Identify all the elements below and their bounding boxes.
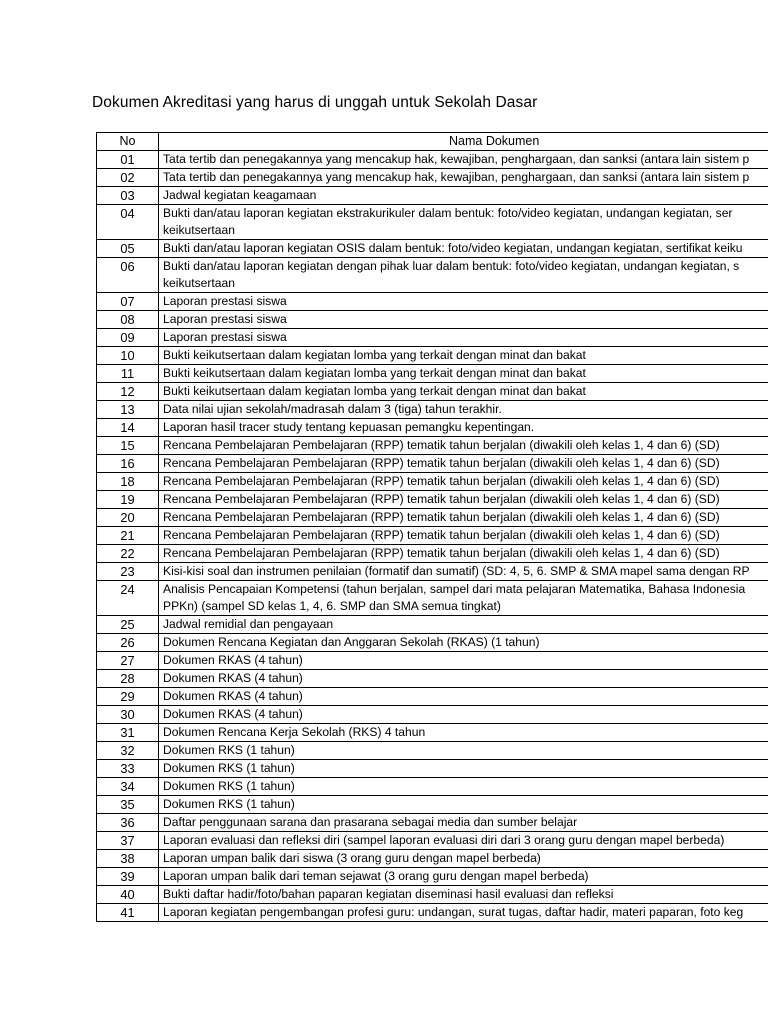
row-number: 02 <box>97 169 159 187</box>
table-row <box>97 581 768 616</box>
document-title: Dokumen Akreditasi yang harus di unggah untuk Sekolah Dasar <box>92 94 538 111</box>
table-header-row <box>97 133 768 151</box>
row-number: 28 <box>97 670 159 688</box>
document-name: Rencana Pembelajaran Pembelajaran (RPP) tematik tahun berjalan (diwakili oleh kelas 1, 4 dan 6) (SD) <box>159 545 768 563</box>
row-number: 15 <box>97 437 159 455</box>
document-name: Dokumen Rencana Kerja Sekolah (RKS) 4 tahun <box>159 724 768 742</box>
document-name: Laporan evaluasi dan refleksi diri (sampel laporan evaluasi diri dari 3 orang guru dengan mapel berbeda) <box>159 832 768 850</box>
table-row <box>97 473 768 491</box>
table-row <box>97 311 768 329</box>
table-row <box>97 545 768 563</box>
table-row <box>97 670 768 688</box>
row-number: 22 <box>97 545 159 563</box>
row-number: 18 <box>97 473 159 491</box>
document-name: Rencana Pembelajaran Pembelajaran (RPP) tematik tahun berjalan (diwakili oleh kelas 1, 4 dan 6) (SD) <box>159 455 768 473</box>
row-number: 13 <box>97 401 159 419</box>
document-name: Jadwal remidial dan pengayaan <box>159 616 768 634</box>
row-number: 38 <box>97 850 159 868</box>
row-number: 11 <box>97 365 159 383</box>
row-number: 09 <box>97 329 159 347</box>
document-name: Bukti keikutsertaan dalam kegiatan lomba yang terkait dengan minat dan bakat <box>159 347 768 365</box>
document-name: Rencana Pembelajaran Pembelajaran (RPP) tematik tahun berjalan (diwakili oleh kelas 1, 4 dan 6) (SD) <box>159 509 768 527</box>
table-row <box>97 455 768 473</box>
document-name: Bukti dan/atau laporan kegiatan dengan pihak luar dalam bentuk: foto/video kegiatan, undangan kegiatan, s keikutsertaan <box>159 258 768 293</box>
table-row <box>97 509 768 527</box>
document-name: Dokumen RKS (1 tahun) <box>159 760 768 778</box>
table-row <box>97 850 768 868</box>
row-number: 05 <box>97 240 159 258</box>
table-row <box>97 688 768 706</box>
header-no: No <box>97 133 159 151</box>
document-name: Dokumen RKAS (4 tahun) <box>159 688 768 706</box>
table-row <box>97 832 768 850</box>
document-name: Bukti keikutsertaan dalam kegiatan lomba yang terkait dengan minat dan bakat <box>159 365 768 383</box>
document-name: Data nilai ujian sekolah/madrasah dalam 3 (tiga) tahun terakhir. <box>159 401 768 419</box>
table-row <box>97 616 768 634</box>
table-row <box>97 491 768 509</box>
row-number: 39 <box>97 868 159 886</box>
table-row <box>97 796 768 814</box>
table-row <box>97 904 768 922</box>
table-row <box>97 347 768 365</box>
row-number: 21 <box>97 527 159 545</box>
row-number: 25 <box>97 616 159 634</box>
document-name: Bukti daftar hadir/foto/bahan paparan kegiatan diseminasi hasil evaluasi dan refleksi <box>159 886 768 904</box>
document-name: Laporan prestasi siswa <box>159 311 768 329</box>
row-number: 04 <box>97 205 159 240</box>
document-table <box>96 132 768 922</box>
document-name: Rencana Pembelajaran Pembelajaran (RPP) tematik tahun berjalan (diwakili oleh kelas 1, 4 dan 6) (SD) <box>159 491 768 509</box>
table-row <box>97 169 768 187</box>
table-row <box>97 401 768 419</box>
document-name: Rencana Pembelajaran Pembelajaran (RPP) tematik tahun berjalan (diwakili oleh kelas 1, 4 dan 6) (SD) <box>159 473 768 491</box>
table-row <box>97 205 768 240</box>
row-number: 36 <box>97 814 159 832</box>
row-number: 34 <box>97 778 159 796</box>
table-row <box>97 151 768 169</box>
row-number: 08 <box>97 311 159 329</box>
row-number: 24 <box>97 581 159 616</box>
document-name: Dokumen RKS (1 tahun) <box>159 796 768 814</box>
document-name: Bukti dan/atau laporan kegiatan OSIS dalam bentuk: foto/video kegiatan, undangan kegiatan, sertifikat keiku <box>159 240 768 258</box>
row-number: 37 <box>97 832 159 850</box>
document-name: Jadwal kegiatan keagamaan <box>159 187 768 205</box>
document-name: Rencana Pembelajaran Pembelajaran (RPP) tematik tahun berjalan (diwakili oleh kelas 1, 4 dan 6) (SD) <box>159 527 768 545</box>
row-number: 06 <box>97 258 159 293</box>
row-number: 10 <box>97 347 159 365</box>
table-row <box>97 527 768 545</box>
document-name: Dokumen RKAS (4 tahun) <box>159 652 768 670</box>
table-row <box>97 563 768 581</box>
document-name: Laporan kegiatan pengembangan profesi guru: undangan, surat tugas, daftar hadir, materi paparan, foto keg <box>159 904 768 922</box>
document-name: Rencana Pembelajaran Pembelajaran (RPP) tematik tahun berjalan (diwakili oleh kelas 1, 4 dan 6) (SD) <box>159 437 768 455</box>
table-row <box>97 634 768 652</box>
row-number: 27 <box>97 652 159 670</box>
document-name: Dokumen Rencana Kegiatan dan Anggaran Sekolah (RKAS) (1 tahun) <box>159 634 768 652</box>
document-name: Tata tertib dan penegakannya yang mencakup hak, kewajiban, penghargaan, dan sanksi (antara lain sistem p <box>159 169 768 187</box>
row-number: 35 <box>97 796 159 814</box>
table-row <box>97 258 768 293</box>
table-row <box>97 329 768 347</box>
row-number: 12 <box>97 383 159 401</box>
row-number: 14 <box>97 419 159 437</box>
row-number: 20 <box>97 509 159 527</box>
row-number: 16 <box>97 455 159 473</box>
table-row <box>97 814 768 832</box>
table-row <box>97 419 768 437</box>
table-body <box>97 151 768 922</box>
row-number: 41 <box>97 904 159 922</box>
document-name: Kisi-kisi soal dan instrumen penilaian (formatif dan sumatif) (SD: 4, 5, 6. SMP & SMA mapel sama dengan RP <box>159 563 768 581</box>
document-name: Laporan umpan balik dari teman sejawat (3 orang guru dengan mapel berbeda) <box>159 868 768 886</box>
table-row <box>97 742 768 760</box>
table-row <box>97 365 768 383</box>
row-number: 29 <box>97 688 159 706</box>
row-number: 32 <box>97 742 159 760</box>
row-number: 40 <box>97 886 159 904</box>
table-row <box>97 293 768 311</box>
table-row <box>97 868 768 886</box>
row-number: 30 <box>97 706 159 724</box>
document-name: Dokumen RKS (1 tahun) <box>159 778 768 796</box>
table-row <box>97 652 768 670</box>
table-row <box>97 760 768 778</box>
document-name: Laporan prestasi siswa <box>159 293 768 311</box>
table-row <box>97 437 768 455</box>
row-number: 23 <box>97 563 159 581</box>
table-row <box>97 724 768 742</box>
document-name: Analisis Pencapaian Kompetensi (tahun berjalan, sampel dari mata pelajaran Matematika, Bahasa Indonesia PPKn) (sampel SD kelas 1, 4, 6. SMP dan SMA semua tingkat) <box>159 581 768 616</box>
document-name: Bukti dan/atau laporan kegiatan ekstrakurikuler dalam bentuk: foto/video kegiatan, undangan kegiatan, ser keikutsertaan <box>159 205 768 240</box>
document-name: Tata tertib dan penegakannya yang mencakup hak, kewajiban, penghargaan, dan sanksi (antara lain sistem p <box>159 151 768 169</box>
document-name: Laporan hasil tracer study tentang kepuasan pemangku kepentingan. <box>159 419 768 437</box>
document-name: Dokumen RKS (1 tahun) <box>159 742 768 760</box>
document-name: Laporan umpan balik dari siswa (3 orang guru dengan mapel berbeda) <box>159 850 768 868</box>
table-row <box>97 778 768 796</box>
table-row <box>97 240 768 258</box>
table-row <box>97 383 768 401</box>
document-name: Dokumen RKAS (4 tahun) <box>159 670 768 688</box>
row-number: 01 <box>97 151 159 169</box>
row-number: 31 <box>97 724 159 742</box>
row-number: 07 <box>97 293 159 311</box>
table-row <box>97 706 768 724</box>
document-name: Bukti keikutsertaan dalam kegiatan lomba yang terkait dengan minat dan bakat <box>159 383 768 401</box>
table-row <box>97 187 768 205</box>
table-row <box>97 886 768 904</box>
row-number: 03 <box>97 187 159 205</box>
row-number: 33 <box>97 760 159 778</box>
header-name: Nama Dokumen <box>159 133 768 151</box>
row-number: 26 <box>97 634 159 652</box>
row-number: 19 <box>97 491 159 509</box>
document-name: Dokumen RKAS (4 tahun) <box>159 706 768 724</box>
document-name: Daftar penggunaan sarana dan prasarana sebagai media dan sumber belajar <box>159 814 768 832</box>
document-name: Laporan prestasi siswa <box>159 329 768 347</box>
